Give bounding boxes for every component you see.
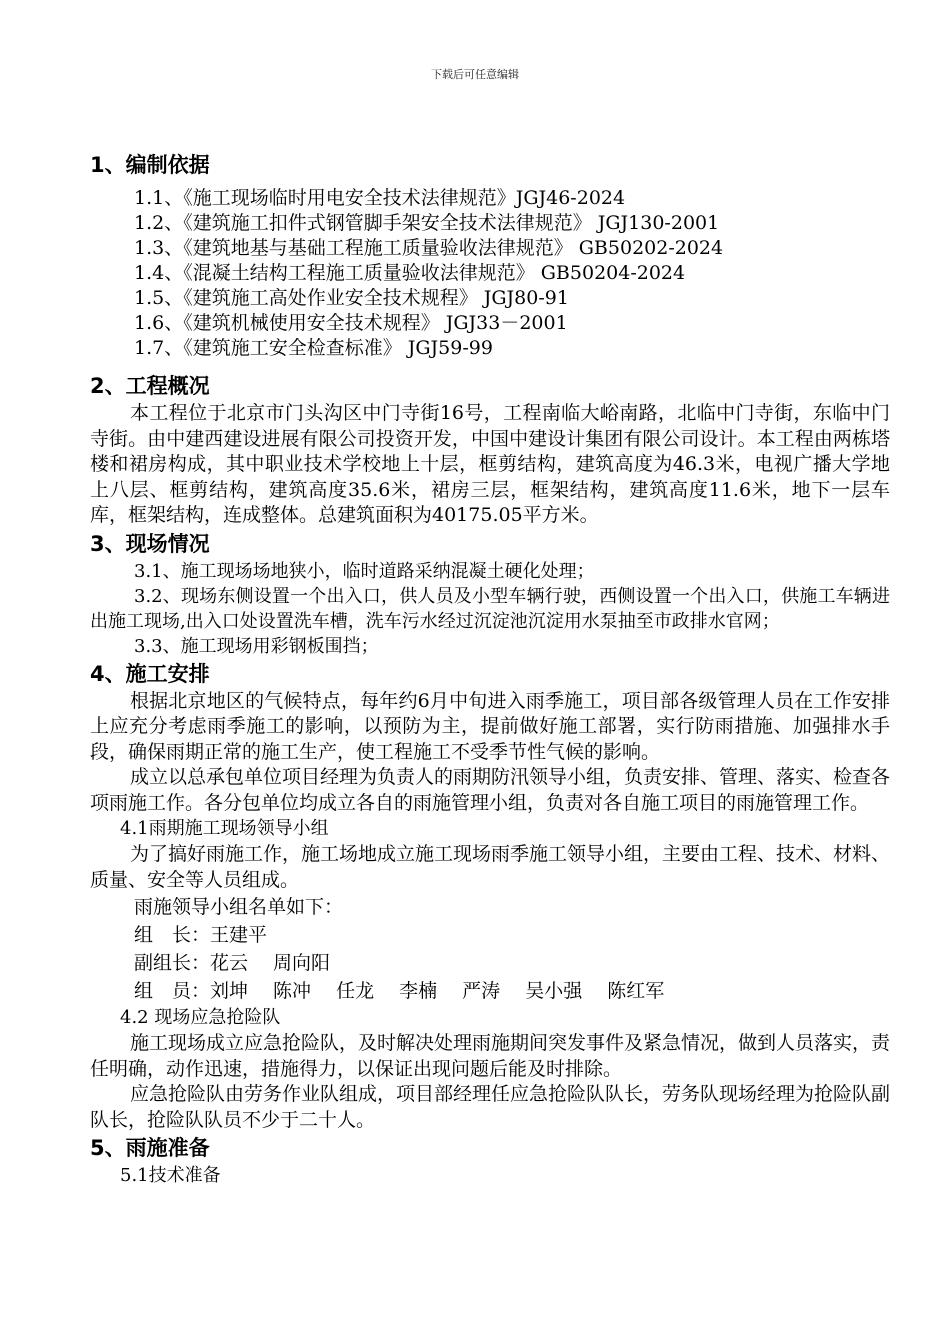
section-title-preparation: 5、雨施准备: [90, 1136, 210, 1160]
site-item: 3.3、施工现场用彩钢板围挡；: [134, 635, 379, 657]
section-title-arrangement: 4、施工安排: [90, 661, 210, 686]
deputy-leader-line: 副组长：花云 周向阳: [134, 952, 331, 974]
document-body: [90, 150, 890, 1189]
section-title-site: 3、现场情况: [90, 531, 210, 556]
reference-list: [90, 186, 890, 361]
emergency-paragraph: 应急抢险队由劳务作业队组成，项目部经理任应急抢险队队长，劳务队现场经理为抢险队副队长，抢险队队员不少于二十人。: [90, 1083, 891, 1131]
subsection-title-emergency: 4.2 现场应急抢险队: [120, 1007, 281, 1028]
page-header: 下载后可任意编辑: [431, 68, 519, 81]
subsection-title-tech-prep: 5.1技术准备: [120, 1165, 221, 1186]
overview-paragraph: 本工程位于北京市门头沟区中门寺街16号，工程南临大峪南路，北临中门寺街，东临中门寺街。由中建西建设进展有限公司投资开发，中国中建设计集团有限公司设计。本工程由两栋塔楼和裙房构成，其中职业技术学校地上十层，框剪结构，建筑高度为46.3米，电视广播大学地上八层、框剪结构，建筑高度35.6米，裙房三层，框架结构，建筑高度11.6米，地下一层车库，框架结构，连成整体。总建筑面积为40175.05平方米。: [90, 402, 890, 526]
site-item: 3.2、现场东侧设置一个出入口，供人员及小型车辆行驶，西侧设置一个出入口，供施工车辆进出施工现场,出入口处设置洗车槽，洗车污水经过沉淀池沉淀用水泵抽至市政排水官网；: [90, 585, 890, 632]
reference-item: 1.7、《建筑施工安全检查标准》 JGJ59-99: [134, 337, 493, 359]
leadership-list-intro: 雨施领导小组名单如下：: [134, 896, 344, 918]
section-title-overview: 2、工程概况: [90, 374, 210, 398]
leadership-paragraph: 为了搞好雨施工作，施工场地成立施工现场雨季施工领导小组，主要由工程、技术、材料、质量、安全等人员组成。: [90, 843, 891, 891]
arrangement-paragraph: 成立以总承包单位项目经理为负责人的雨期防汛领导小组，负责安排、管理、落实、检查各项雨施工作。各分包单位均成立各自的雨施管理小组，负责对各自施工项目的雨施管理工作。: [90, 766, 891, 814]
emergency-paragraph: 施工现场成立应急抢险队，及时解决处理雨施期间突发事件及紧急情况，做到人员落实，责任明确，动作迅速，措施得力，以保证出现问题后能及时排除。: [90, 1032, 891, 1080]
reference-item: 1.4、《混凝土结构工程施工质量验收法律规范》 GB50204-2024: [134, 262, 686, 284]
section-title-basis: 1、编制依据: [90, 153, 210, 177]
arrangement-paragraph: 根据北京地区的气候特点，每年约6月中旬进入雨季施工，项目部各级管理人员在工作安排上应充分考虑雨季施工的影响，以预防为主，提前做好施工部署，实行防雨措施、加强排水手段，确保雨期正常的施工生产，使工程施工不受季节性气候的影响。: [90, 689, 890, 763]
reference-item: 1.6、《建筑机械使用安全技术规程》 JGJ33－2001: [134, 312, 568, 334]
reference-item: 1.5、《建筑施工高处作业安全技术规程》 JGJ80-91: [134, 287, 569, 309]
reference-item: 1.1、《施工现场临时用电安全技术法律规范》JGJ46-2024: [134, 187, 626, 209]
members-line: 组 员：刘坤 陈冲 任龙 李楠 严涛 吴小强 陈红军: [134, 980, 665, 1002]
reference-item: 1.2、《建筑施工扣件式钢管脚手架安全技术法律规范》 JGJ130-2001: [134, 212, 720, 234]
site-item: 3.1、施工现场场地狭小，临时道路采纳混凝土硬化处理；: [134, 560, 595, 582]
leader-line: 组 长：王建平: [134, 924, 268, 946]
reference-item: 1.3、《建筑地基与基础工程施工质量验收法律规范》 GB50202-2024: [134, 237, 724, 259]
subsection-title-leadership: 4.1雨期施工现场领导小组: [120, 818, 329, 839]
